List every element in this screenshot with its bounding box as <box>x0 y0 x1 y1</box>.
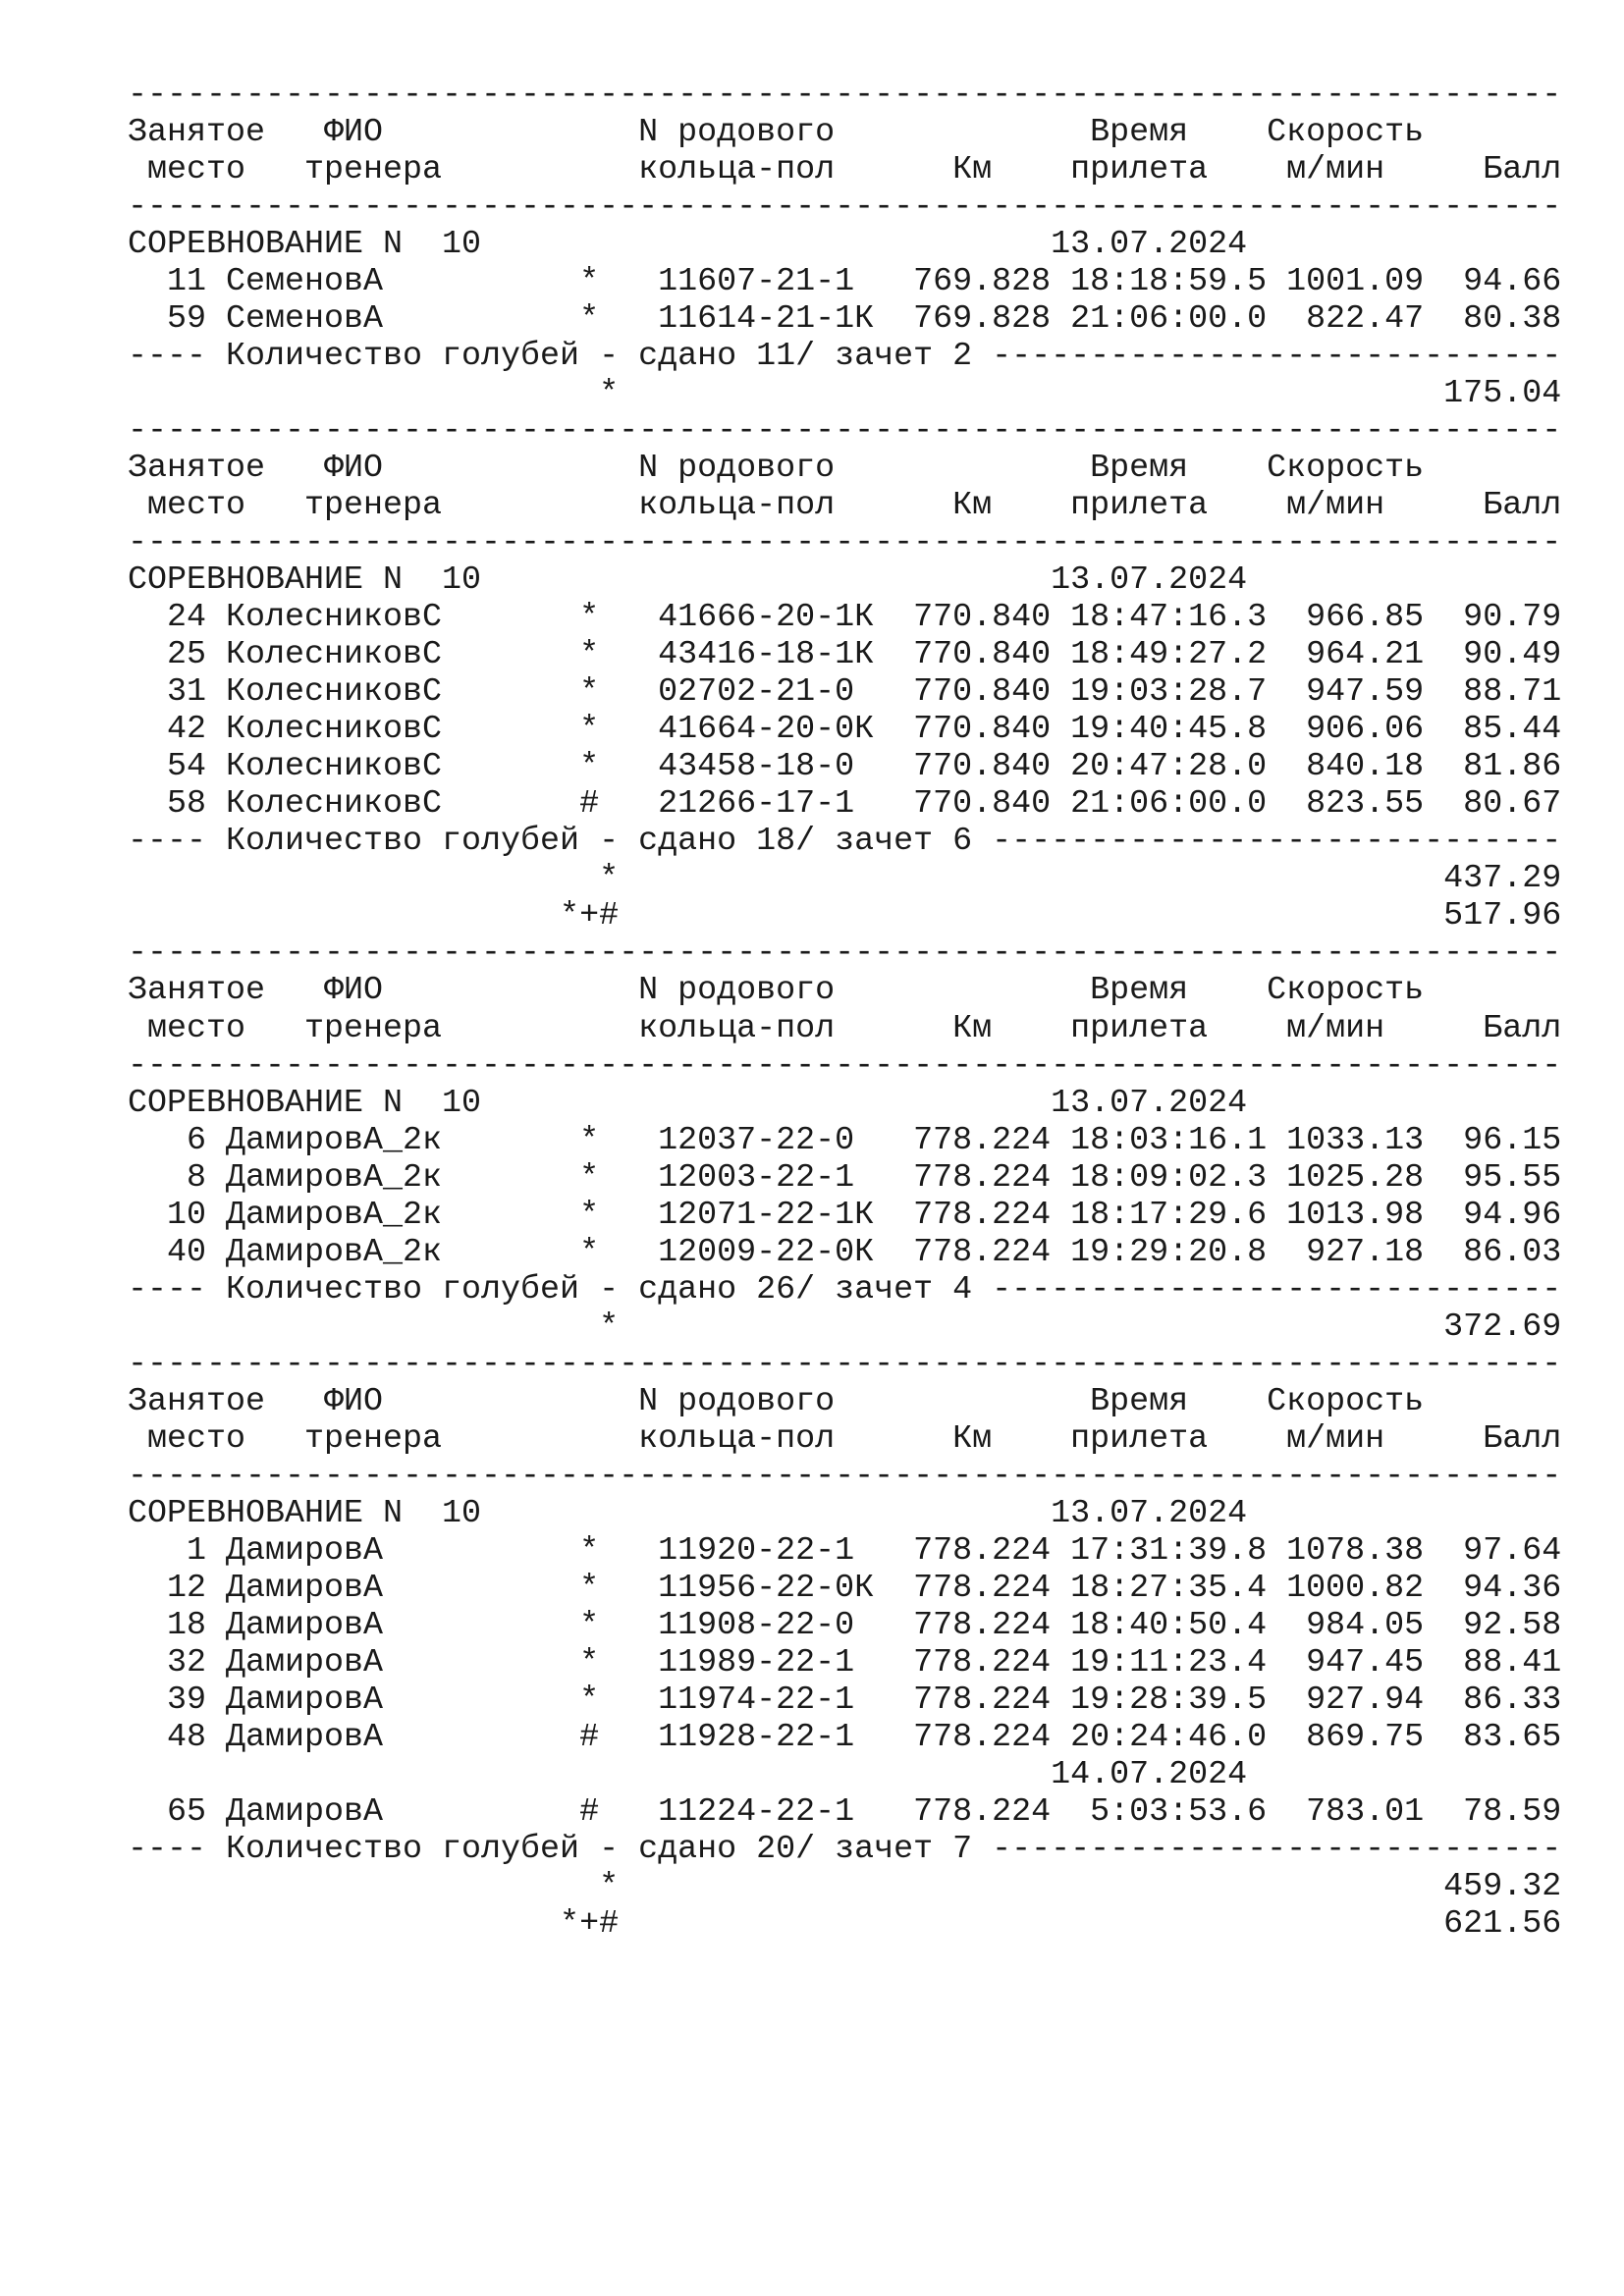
competition-line: СОРЕВНОВАНИЕ N 10 13.07.2024 <box>128 561 1248 599</box>
points-total-line: * 437.29 <box>128 860 1562 897</box>
competition-line: СОРЕВНОВАНИЕ N 10 13.07.2024 <box>128 226 1248 263</box>
competition-line: СОРЕВНОВАНИЕ N 10 13.07.2024 <box>128 1495 1248 1532</box>
points-total-line: *+# 621.56 <box>128 1905 1562 1943</box>
points-total-line: *+# 517.96 <box>128 897 1562 934</box>
competition-line: СОРЕВНОВАНИЕ N 10 13.07.2024 <box>128 1085 1248 1122</box>
result-row: 10 ДамировА_2к * 12071-22-1К 778.224 18:17:29.6 1013.98 94.96 <box>128 1197 1562 1234</box>
points-total-line: * 459.32 <box>128 1868 1562 1905</box>
count-summary-line: ---- Количество голубей - сдано 20/ зачет 7 ----------------------------- <box>128 1831 1562 1868</box>
result-row: 24 КолесниковС * 41666-20-1К 770.840 18:47:16.3 966.85 90.79 <box>128 599 1562 636</box>
result-row: 40 ДамировА_2к * 12009-22-0К 778.224 19:29:20.8 927.18 86.03 <box>128 1234 1562 1271</box>
header-row-2: место тренера кольца-пол Км прилета м/мин Балл <box>128 487 1562 524</box>
separator-line: ------------------------------------------------------------------------- <box>128 524 1562 561</box>
result-row: 25 КолесниковС * 43416-18-1К 770.840 18:49:27.2 964.21 90.49 <box>128 636 1562 673</box>
result-row: 59 СеменовА * 11614-21-1К 769.828 21:06:00.0 822.47 80.38 <box>128 300 1562 338</box>
count-summary-line: ---- Количество голубей - сдано 26/ зачет 4 ----------------------------- <box>128 1271 1562 1308</box>
separator-line: ------------------------------------------------------------------------- <box>128 1346 1562 1383</box>
result-row: 1 ДамировА * 11920-22-1 778.224 17:31:39.8 1078.38 97.64 <box>128 1532 1562 1570</box>
date-line: 14.07.2024 <box>128 1756 1248 1793</box>
separator-line: ------------------------------------------------------------------------- <box>128 77 1562 114</box>
header-row-1: Занятое ФИО N родового Время Скорость <box>128 972 1425 1009</box>
separator-line: ------------------------------------------------------------------------- <box>128 1047 1562 1085</box>
result-row: 12 ДамировА * 11956-22-0К 778.224 18:27:35.4 1000.82 94.36 <box>128 1570 1562 1607</box>
result-row: 32 ДамировА * 11989-22-1 778.224 19:11:23.4 947.45 88.41 <box>128 1644 1562 1682</box>
separator-line: ------------------------------------------------------------------------- <box>128 934 1562 972</box>
result-row: 54 КолесниковС * 43458-18-0 770.840 20:47:28.0 840.18 81.86 <box>128 748 1562 785</box>
result-row: 39 ДамировА * 11974-22-1 778.224 19:28:39.5 927.94 86.33 <box>128 1682 1562 1719</box>
header-row-2: место тренера кольца-пол Км прилета м/мин Балл <box>128 1420 1562 1458</box>
result-row: 58 КолесниковС # 21266-17-1 770.840 21:06:00.0 823.55 80.67 <box>128 785 1562 823</box>
count-summary-line: ---- Количество голубей - сдано 11/ зачет 2 ----------------------------- <box>128 338 1562 375</box>
header-row-1: Занятое ФИО N родового Время Скорость <box>128 450 1425 487</box>
result-row: 8 ДамировА_2к * 12003-22-1 778.224 18:09:02.3 1025.28 95.55 <box>128 1159 1562 1197</box>
points-total-line: * 372.69 <box>128 1308 1562 1346</box>
result-row: 6 ДамировА_2к * 12037-22-0 778.224 18:03:16.1 1033.13 96.15 <box>128 1122 1562 1159</box>
header-row-1: Занятое ФИО N родового Время Скорость <box>128 1383 1425 1420</box>
header-row-1: Занятое ФИО N родового Время Скорость <box>128 114 1425 151</box>
result-row: 31 КолесниковС * 02702-21-0 770.840 19:03:28.7 947.59 88.71 <box>128 673 1562 711</box>
points-total-line: * 175.04 <box>128 375 1562 412</box>
result-row: 48 ДамировА # 11928-22-1 778.224 20:24:46.0 869.75 83.65 <box>128 1719 1562 1756</box>
result-row: 42 КолесниковС * 41664-20-0К 770.840 19:40:45.8 906.06 85.44 <box>128 711 1562 748</box>
result-row: 65 ДамировА # 11224-22-1 778.224 5:03:53.6 783.01 78.59 <box>128 1793 1562 1831</box>
count-summary-line: ---- Количество голубей - сдано 18/ зачет 6 ----------------------------- <box>128 823 1562 860</box>
header-row-2: место тренера кольца-пол Км прилета м/мин Балл <box>128 1010 1562 1047</box>
result-row: 11 СеменовА * 11607-21-1 769.828 18:18:59.5 1001.09 94.66 <box>128 263 1562 300</box>
separator-line: ------------------------------------------------------------------------- <box>128 188 1562 226</box>
result-row: 18 ДамировА * 11908-22-0 778.224 18:40:50.4 984.05 92.58 <box>128 1607 1562 1644</box>
separator-line: ------------------------------------------------------------------------- <box>128 412 1562 450</box>
separator-line: ------------------------------------------------------------------------- <box>128 1458 1562 1495</box>
header-row-2: место тренера кольца-пол Км прилета м/мин Балл <box>128 151 1562 188</box>
